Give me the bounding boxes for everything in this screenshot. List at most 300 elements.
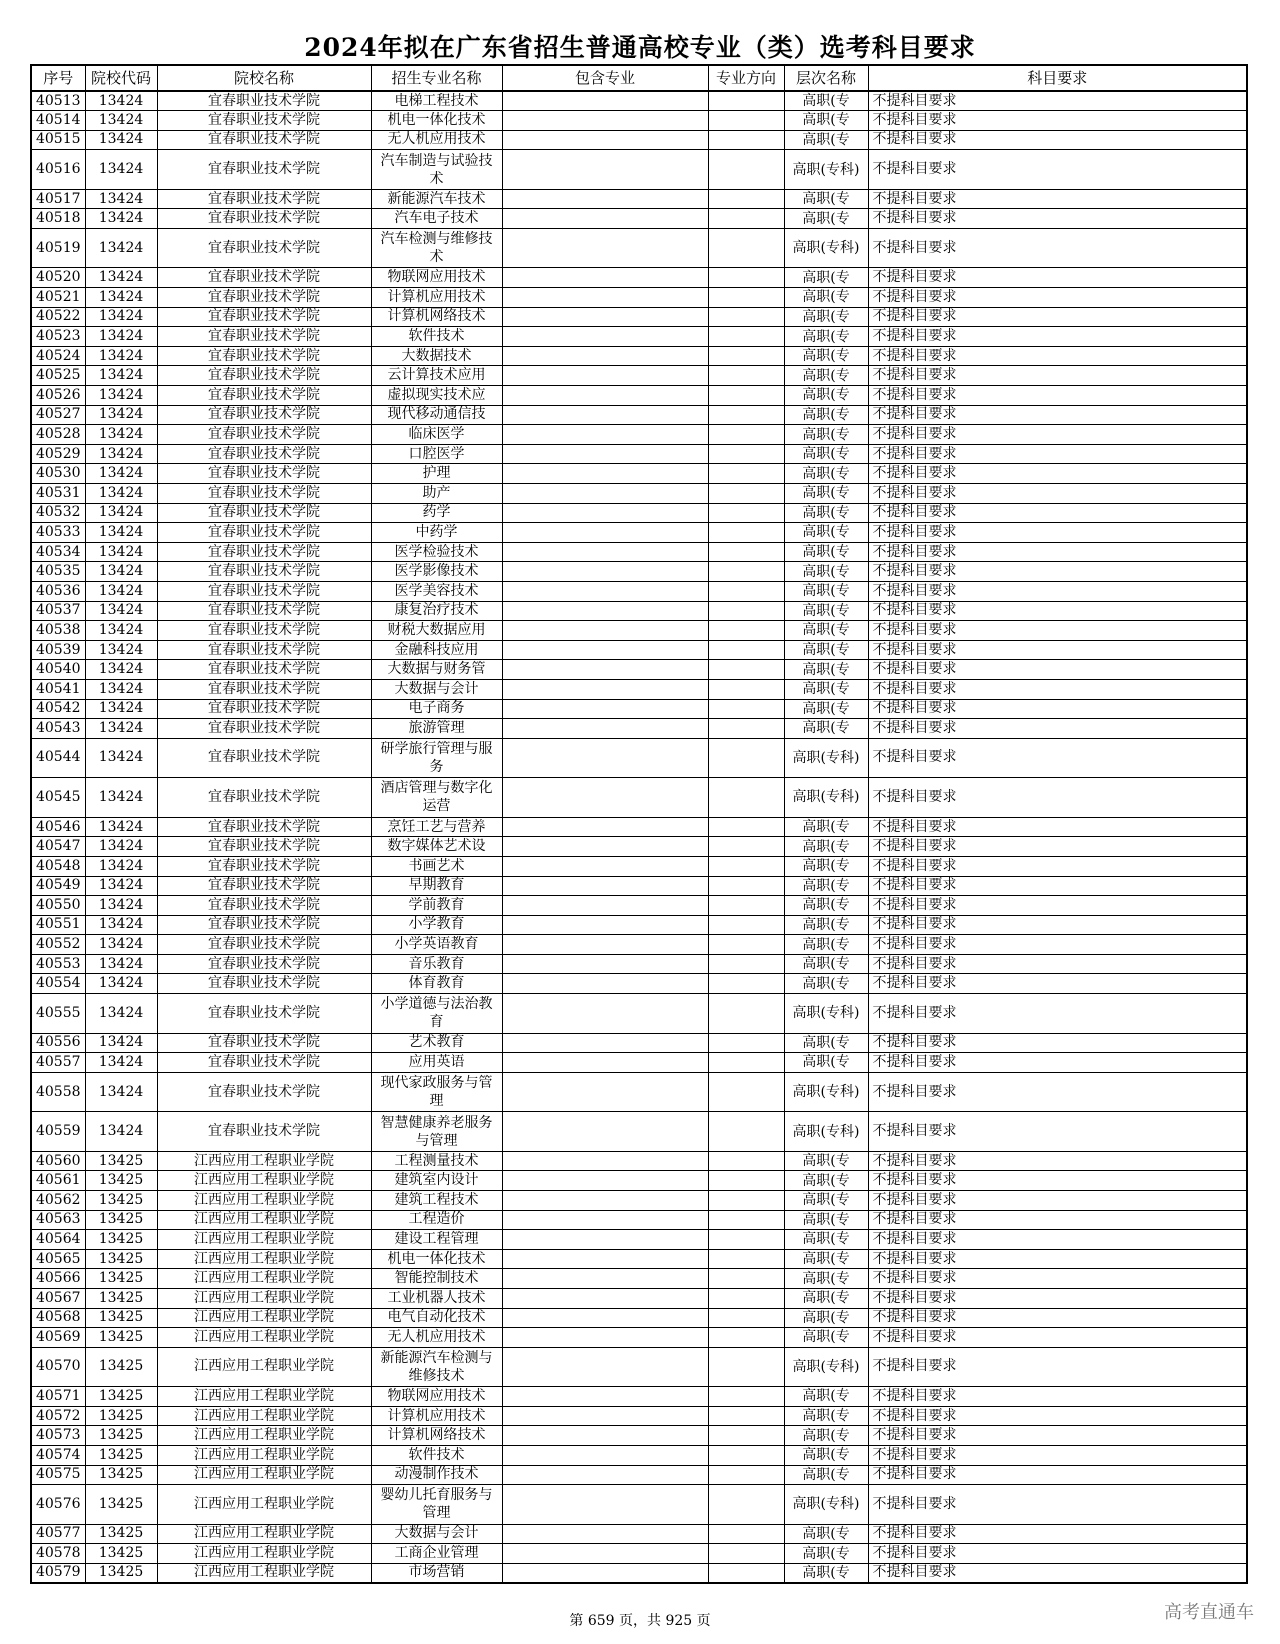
cell-serial: 40529 <box>31 444 85 464</box>
cell-school-name: 宜春职业技术学院 <box>157 91 371 111</box>
cell-serial: 40531 <box>31 484 85 504</box>
cell-major-direction <box>708 484 784 504</box>
cell-school-code: 13424 <box>85 817 157 837</box>
cell-major-direction <box>708 1072 784 1112</box>
cell-major-direction <box>708 1210 784 1230</box>
cell-school-name: 宜春职业技术学院 <box>157 915 371 935</box>
cell-level: 高职(专科) <box>784 1072 868 1112</box>
cell-school-code: 13424 <box>85 130 157 150</box>
table-row <box>31 1308 1247 1328</box>
cell-included-majors <box>502 1249 708 1269</box>
table-row <box>31 1406 1247 1426</box>
table-row <box>31 386 1247 406</box>
cell-school-name: 宜春职业技术学院 <box>157 621 371 641</box>
cell-serial: 40545 <box>31 778 85 818</box>
cell-subject-requirement: 不提科目要求 <box>868 288 1247 308</box>
cell-major-direction <box>708 366 784 386</box>
cell-major-name: 金融科技应用 <box>371 640 502 660</box>
cell-major-name: 市场营销 <box>371 1563 502 1583</box>
cell-level: 高职(专 <box>784 189 868 209</box>
cell-major-name: 软件技术 <box>371 1445 502 1465</box>
cell-major-direction <box>708 1151 784 1171</box>
cell-included-majors <box>502 425 708 445</box>
cell-subject-requirement: 不提科目要求 <box>868 464 1247 484</box>
table-row <box>31 228 1247 268</box>
cell-school-name: 宜春职业技术学院 <box>157 974 371 994</box>
document-title: 2024年拟在广东省招生普通高校专业（类）选考科目要求 <box>304 33 976 62</box>
cell-major-name: 应用英语 <box>371 1053 502 1073</box>
table-row <box>31 288 1247 308</box>
table-row <box>31 1210 1247 1230</box>
cell-major-name: 电梯工程技术 <box>371 91 502 111</box>
cell-school-name: 宜春职业技术学院 <box>157 679 371 699</box>
cell-school-name: 宜春职业技术学院 <box>157 640 371 660</box>
cell-major-direction <box>708 778 784 818</box>
cell-level: 高职(专 <box>784 719 868 739</box>
cell-major-name: 音乐教育 <box>371 954 502 974</box>
cell-school-code: 13425 <box>85 1210 157 1230</box>
cell-level: 高职(专科) <box>784 1485 868 1525</box>
cell-serial: 40555 <box>31 994 85 1034</box>
cell-level: 高职(专科) <box>784 994 868 1034</box>
cell-included-majors <box>502 327 708 347</box>
cell-serial: 40525 <box>31 366 85 386</box>
cell-serial: 40542 <box>31 699 85 719</box>
cell-included-majors <box>502 1347 708 1387</box>
cell-level: 高职(专 <box>784 1230 868 1250</box>
cell-subject-requirement: 不提科目要求 <box>868 425 1247 445</box>
cell-level: 高职(专 <box>784 444 868 464</box>
cell-major-name: 早期教育 <box>371 876 502 896</box>
cell-school-code: 13425 <box>85 1445 157 1465</box>
cell-included-majors <box>502 130 708 150</box>
header-school-name: 院校名称 <box>157 65 371 91</box>
cell-level: 高职(专 <box>784 1328 868 1348</box>
cell-level: 高职(专 <box>784 1544 868 1564</box>
cell-subject-requirement: 不提科目要求 <box>868 228 1247 268</box>
cell-included-majors <box>502 581 708 601</box>
cell-school-code: 13424 <box>85 91 157 111</box>
cell-serial: 40554 <box>31 974 85 994</box>
cell-level: 高职(专 <box>784 111 868 131</box>
table-row <box>31 1328 1247 1348</box>
cell-school-name: 宜春职业技术学院 <box>157 288 371 308</box>
cell-school-name: 江西应用工程职业学院 <box>157 1171 371 1191</box>
cell-serial: 40523 <box>31 327 85 347</box>
brand-watermark: 高考直通车 <box>1164 1602 1254 1623</box>
cell-included-majors <box>502 876 708 896</box>
cell-serial: 40519 <box>31 228 85 268</box>
cell-serial: 40574 <box>31 1445 85 1465</box>
cell-level: 高职(专 <box>784 699 868 719</box>
cell-school-code: 13425 <box>85 1328 157 1348</box>
cell-school-name: 宜春职业技术学院 <box>157 307 371 327</box>
cell-major-direction <box>708 1406 784 1426</box>
cell-subject-requirement: 不提科目要求 <box>868 386 1247 406</box>
cell-school-name: 宜春职业技术学院 <box>157 601 371 621</box>
cell-serial: 40526 <box>31 386 85 406</box>
cell-serial: 40544 <box>31 738 85 778</box>
table-row <box>31 1485 1247 1525</box>
cell-level: 高职(专 <box>784 974 868 994</box>
header-school-code: 院校代码 <box>85 65 157 91</box>
cell-subject-requirement: 不提科目要求 <box>868 974 1247 994</box>
cell-major-direction <box>708 327 784 347</box>
cell-included-majors <box>502 444 708 464</box>
cell-major-name: 计算机网络技术 <box>371 1426 502 1446</box>
cell-major-direction <box>708 679 784 699</box>
cell-school-name: 宜春职业技术学院 <box>157 366 371 386</box>
cell-school-code: 13424 <box>85 738 157 778</box>
cell-major-direction <box>708 896 784 916</box>
cell-school-name: 江西应用工程职业学院 <box>157 1210 371 1230</box>
cell-serial: 40562 <box>31 1190 85 1210</box>
cell-school-name: 江西应用工程职业学院 <box>157 1230 371 1250</box>
cell-subject-requirement: 不提科目要求 <box>868 1151 1247 1171</box>
cell-serial: 40547 <box>31 837 85 857</box>
cell-included-majors <box>502 896 708 916</box>
cell-serial: 40563 <box>31 1210 85 1230</box>
cell-level: 高职(专 <box>784 268 868 288</box>
table-row <box>31 209 1247 229</box>
cell-school-code: 13424 <box>85 699 157 719</box>
cell-level: 高职(专 <box>784 386 868 406</box>
cell-included-majors <box>502 228 708 268</box>
cell-subject-requirement: 不提科目要求 <box>868 601 1247 621</box>
cell-school-name: 宜春职业技术学院 <box>157 699 371 719</box>
cell-level: 高职(专 <box>784 425 868 445</box>
cell-major-direction <box>708 601 784 621</box>
cell-serial: 40518 <box>31 209 85 229</box>
cell-level: 高职(专 <box>784 1524 868 1544</box>
cell-level: 高职(专科) <box>784 1112 868 1152</box>
cell-major-name: 康复治疗技术 <box>371 601 502 621</box>
cell-serial: 40564 <box>31 1230 85 1250</box>
cell-school-name: 宜春职业技术学院 <box>157 660 371 680</box>
cell-major-name: 物联网应用技术 <box>371 1387 502 1407</box>
cell-included-majors <box>502 307 708 327</box>
cell-serial: 40524 <box>31 346 85 366</box>
cell-serial: 40537 <box>31 601 85 621</box>
cell-school-code: 13424 <box>85 896 157 916</box>
cell-major-name: 医学影像技术 <box>371 562 502 582</box>
table-row <box>31 1269 1247 1289</box>
cell-major-name: 小学道德与法治教育 <box>371 994 502 1034</box>
table-row <box>31 405 1247 425</box>
cell-level: 高职(专 <box>784 1033 868 1053</box>
cell-major-direction <box>708 523 784 543</box>
cell-included-majors <box>502 1072 708 1112</box>
cell-included-majors <box>502 601 708 621</box>
cell-major-direction <box>708 1230 784 1250</box>
table-row <box>31 130 1247 150</box>
cell-school-name: 江西应用工程职业学院 <box>157 1308 371 1328</box>
cell-level: 高职(专 <box>784 817 868 837</box>
cell-serial: 40540 <box>31 660 85 680</box>
cell-included-majors <box>502 817 708 837</box>
table-row <box>31 954 1247 974</box>
cell-school-code: 13424 <box>85 562 157 582</box>
cell-major-name: 小学教育 <box>371 915 502 935</box>
cell-subject-requirement: 不提科目要求 <box>868 1053 1247 1073</box>
cell-included-majors <box>502 837 708 857</box>
cell-level: 高职(专 <box>784 1269 868 1289</box>
cell-school-name: 宜春职业技术学院 <box>157 1112 371 1152</box>
cell-school-name: 宜春职业技术学院 <box>157 150 371 190</box>
cell-level: 高职(专 <box>784 346 868 366</box>
cell-serial: 40521 <box>31 288 85 308</box>
cell-included-majors <box>502 288 708 308</box>
cell-level: 高职(专 <box>784 1053 868 1073</box>
page-footer: 第 659 页，共 925 页 <box>569 1613 711 1629</box>
table-row <box>31 679 1247 699</box>
cell-major-name: 无人机应用技术 <box>371 1328 502 1348</box>
table-row <box>31 738 1247 778</box>
cell-included-majors <box>502 699 708 719</box>
cell-school-code: 13424 <box>85 386 157 406</box>
cell-major-direction <box>708 1465 784 1485</box>
cell-school-name: 宜春职业技术学院 <box>157 778 371 818</box>
cell-major-name: 口腔医学 <box>371 444 502 464</box>
cell-major-name: 小学英语教育 <box>371 935 502 955</box>
table-row <box>31 111 1247 131</box>
cell-school-name: 宜春职业技术学院 <box>157 581 371 601</box>
cell-school-code: 13425 <box>85 1465 157 1485</box>
cell-level: 高职(专 <box>784 366 868 386</box>
cell-level: 高职(专 <box>784 679 868 699</box>
cell-subject-requirement: 不提科目要求 <box>868 1072 1247 1112</box>
cell-included-majors <box>502 679 708 699</box>
cell-serial: 40522 <box>31 307 85 327</box>
cell-school-code: 13424 <box>85 640 157 660</box>
cell-major-name: 工商企业管理 <box>371 1544 502 1564</box>
cell-included-majors <box>502 954 708 974</box>
cell-major-direction <box>708 425 784 445</box>
cell-subject-requirement: 不提科目要求 <box>868 896 1247 916</box>
cell-subject-requirement: 不提科目要求 <box>868 542 1247 562</box>
cell-subject-requirement: 不提科目要求 <box>868 778 1247 818</box>
cell-serial: 40552 <box>31 935 85 955</box>
cell-included-majors <box>502 994 708 1034</box>
table-row <box>31 150 1247 190</box>
table-row <box>31 1053 1247 1073</box>
table-row <box>31 1347 1247 1387</box>
cell-level: 高职(专 <box>784 1210 868 1230</box>
table-row <box>31 621 1247 641</box>
cell-major-direction <box>708 954 784 974</box>
cell-major-name: 旅游管理 <box>371 719 502 739</box>
table-row <box>31 464 1247 484</box>
cell-subject-requirement: 不提科目要求 <box>868 484 1247 504</box>
cell-serial: 40530 <box>31 464 85 484</box>
cell-serial: 40538 <box>31 621 85 641</box>
cell-major-name: 智能控制技术 <box>371 1269 502 1289</box>
cell-subject-requirement: 不提科目要求 <box>868 1033 1247 1053</box>
cell-subject-requirement: 不提科目要求 <box>868 856 1247 876</box>
cell-school-code: 13424 <box>85 915 157 935</box>
cell-subject-requirement: 不提科目要求 <box>868 679 1247 699</box>
cell-school-name: 宜春职业技术学院 <box>157 837 371 857</box>
cell-subject-requirement: 不提科目要求 <box>868 111 1247 131</box>
header-subject-requirement: 科目要求 <box>868 65 1247 91</box>
cell-included-majors <box>502 1524 708 1544</box>
cell-school-name: 宜春职业技术学院 <box>157 994 371 1034</box>
cell-school-name: 宜春职业技术学院 <box>157 1072 371 1112</box>
cell-school-name: 宜春职业技术学院 <box>157 425 371 445</box>
cell-major-name: 电气自动化技术 <box>371 1308 502 1328</box>
cell-major-direction <box>708 503 784 523</box>
cell-major-direction <box>708 1269 784 1289</box>
cell-included-majors <box>502 150 708 190</box>
cell-major-name: 体育教育 <box>371 974 502 994</box>
cell-school-code: 13424 <box>85 719 157 739</box>
cell-level: 高职(专 <box>784 1171 868 1191</box>
cell-subject-requirement: 不提科目要求 <box>868 1288 1247 1308</box>
cell-included-majors <box>502 503 708 523</box>
cell-major-name: 医学美容技术 <box>371 581 502 601</box>
cell-school-code: 13424 <box>85 1072 157 1112</box>
cell-serial: 40559 <box>31 1112 85 1152</box>
cell-included-majors <box>502 268 708 288</box>
cell-school-code: 13424 <box>85 523 157 543</box>
cell-major-direction <box>708 1445 784 1465</box>
cell-serial: 40541 <box>31 679 85 699</box>
subject-requirements-table <box>30 64 1248 1584</box>
cell-school-code: 13424 <box>85 974 157 994</box>
cell-school-code: 13425 <box>85 1387 157 1407</box>
cell-major-name: 酒店管理与数字化运营 <box>371 778 502 818</box>
table-row <box>31 346 1247 366</box>
cell-major-name: 建设工程管理 <box>371 1230 502 1250</box>
cell-subject-requirement: 不提科目要求 <box>868 640 1247 660</box>
cell-subject-requirement: 不提科目要求 <box>868 994 1247 1034</box>
cell-subject-requirement: 不提科目要求 <box>868 1563 1247 1583</box>
cell-major-name: 现代家政服务与管理 <box>371 1072 502 1112</box>
cell-serial: 40573 <box>31 1426 85 1446</box>
cell-major-direction <box>708 464 784 484</box>
cell-major-name: 建筑室内设计 <box>371 1171 502 1191</box>
cell-subject-requirement: 不提科目要求 <box>868 738 1247 778</box>
cell-school-name: 江西应用工程职业学院 <box>157 1445 371 1465</box>
table-row <box>31 484 1247 504</box>
table-row <box>31 1033 1247 1053</box>
table-row <box>31 1465 1247 1485</box>
cell-school-name: 宜春职业技术学院 <box>157 738 371 778</box>
cell-level: 高职(专 <box>784 581 868 601</box>
cell-school-code: 13425 <box>85 1308 157 1328</box>
table-row <box>31 91 1247 111</box>
cell-included-majors <box>502 1387 708 1407</box>
cell-major-direction <box>708 1524 784 1544</box>
cell-major-name: 动漫制作技术 <box>371 1465 502 1485</box>
cell-school-code: 13424 <box>85 405 157 425</box>
cell-subject-requirement: 不提科目要求 <box>868 1445 1247 1465</box>
table-row <box>31 974 1247 994</box>
cell-serial: 40577 <box>31 1524 85 1544</box>
cell-major-name: 大数据与会计 <box>371 1524 502 1544</box>
cell-major-direction <box>708 581 784 601</box>
cell-school-code: 13424 <box>85 444 157 464</box>
cell-serial: 40557 <box>31 1053 85 1073</box>
cell-serial: 40570 <box>31 1347 85 1387</box>
cell-school-code: 13424 <box>85 1112 157 1152</box>
cell-major-name: 烹饪工艺与营养 <box>371 817 502 837</box>
cell-major-name: 工程测量技术 <box>371 1151 502 1171</box>
cell-included-majors <box>502 405 708 425</box>
cell-serial: 40568 <box>31 1308 85 1328</box>
cell-serial: 40566 <box>31 1269 85 1289</box>
cell-major-direction <box>708 915 784 935</box>
cell-major-name: 机电一体化技术 <box>371 1249 502 1269</box>
cell-major-name: 电子商务 <box>371 699 502 719</box>
header-level: 层次名称 <box>784 65 868 91</box>
cell-level: 高职(专科) <box>784 150 868 190</box>
cell-major-name: 中药学 <box>371 523 502 543</box>
cell-school-code: 13424 <box>85 994 157 1034</box>
cell-included-majors <box>502 1308 708 1328</box>
cell-serial: 40528 <box>31 425 85 445</box>
cell-school-code: 13424 <box>85 327 157 347</box>
table-row <box>31 581 1247 601</box>
cell-serial: 40579 <box>31 1563 85 1583</box>
table-row <box>31 1563 1247 1583</box>
cell-subject-requirement: 不提科目要求 <box>868 562 1247 582</box>
cell-major-direction <box>708 640 784 660</box>
cell-major-name: 艺术教育 <box>371 1033 502 1053</box>
cell-school-name: 宜春职业技术学院 <box>157 1033 371 1053</box>
cell-school-name: 宜春职业技术学院 <box>157 209 371 229</box>
cell-subject-requirement: 不提科目要求 <box>868 1190 1247 1210</box>
cell-serial: 40549 <box>31 876 85 896</box>
table-row <box>31 268 1247 288</box>
cell-school-code: 13424 <box>85 288 157 308</box>
cell-level: 高职(专 <box>784 542 868 562</box>
cell-included-majors <box>502 1230 708 1250</box>
cell-school-name: 宜春职业技术学院 <box>157 484 371 504</box>
cell-subject-requirement: 不提科目要求 <box>868 1112 1247 1152</box>
table-row <box>31 1288 1247 1308</box>
cell-level: 高职(专科) <box>784 738 868 778</box>
cell-major-direction <box>708 1485 784 1525</box>
cell-school-name: 宜春职业技术学院 <box>157 228 371 268</box>
cell-major-direction <box>708 994 784 1034</box>
cell-major-name: 建筑工程技术 <box>371 1190 502 1210</box>
cell-level: 高职(专 <box>784 1288 868 1308</box>
cell-included-majors <box>502 915 708 935</box>
cell-included-majors <box>502 111 708 131</box>
cell-subject-requirement: 不提科目要求 <box>868 150 1247 190</box>
cell-school-code: 13425 <box>85 1426 157 1446</box>
header-major-name: 招生专业名称 <box>371 65 502 91</box>
cell-major-direction <box>708 1288 784 1308</box>
cell-included-majors <box>502 778 708 818</box>
cell-level: 高职(专 <box>784 484 868 504</box>
cell-school-name: 江西应用工程职业学院 <box>157 1524 371 1544</box>
cell-school-name: 江西应用工程职业学院 <box>157 1563 371 1583</box>
cell-school-name: 江西应用工程职业学院 <box>157 1190 371 1210</box>
cell-serial: 40565 <box>31 1249 85 1269</box>
cell-school-code: 13424 <box>85 346 157 366</box>
table-row <box>31 837 1247 857</box>
cell-school-code: 13424 <box>85 876 157 896</box>
cell-major-direction <box>708 1033 784 1053</box>
cell-level: 高职(专 <box>784 1406 868 1426</box>
cell-level: 高职(专 <box>784 1151 868 1171</box>
cell-school-name: 宜春职业技术学院 <box>157 111 371 131</box>
table-row <box>31 935 1247 955</box>
cell-subject-requirement: 不提科目要求 <box>868 307 1247 327</box>
cell-school-code: 13425 <box>85 1249 157 1269</box>
